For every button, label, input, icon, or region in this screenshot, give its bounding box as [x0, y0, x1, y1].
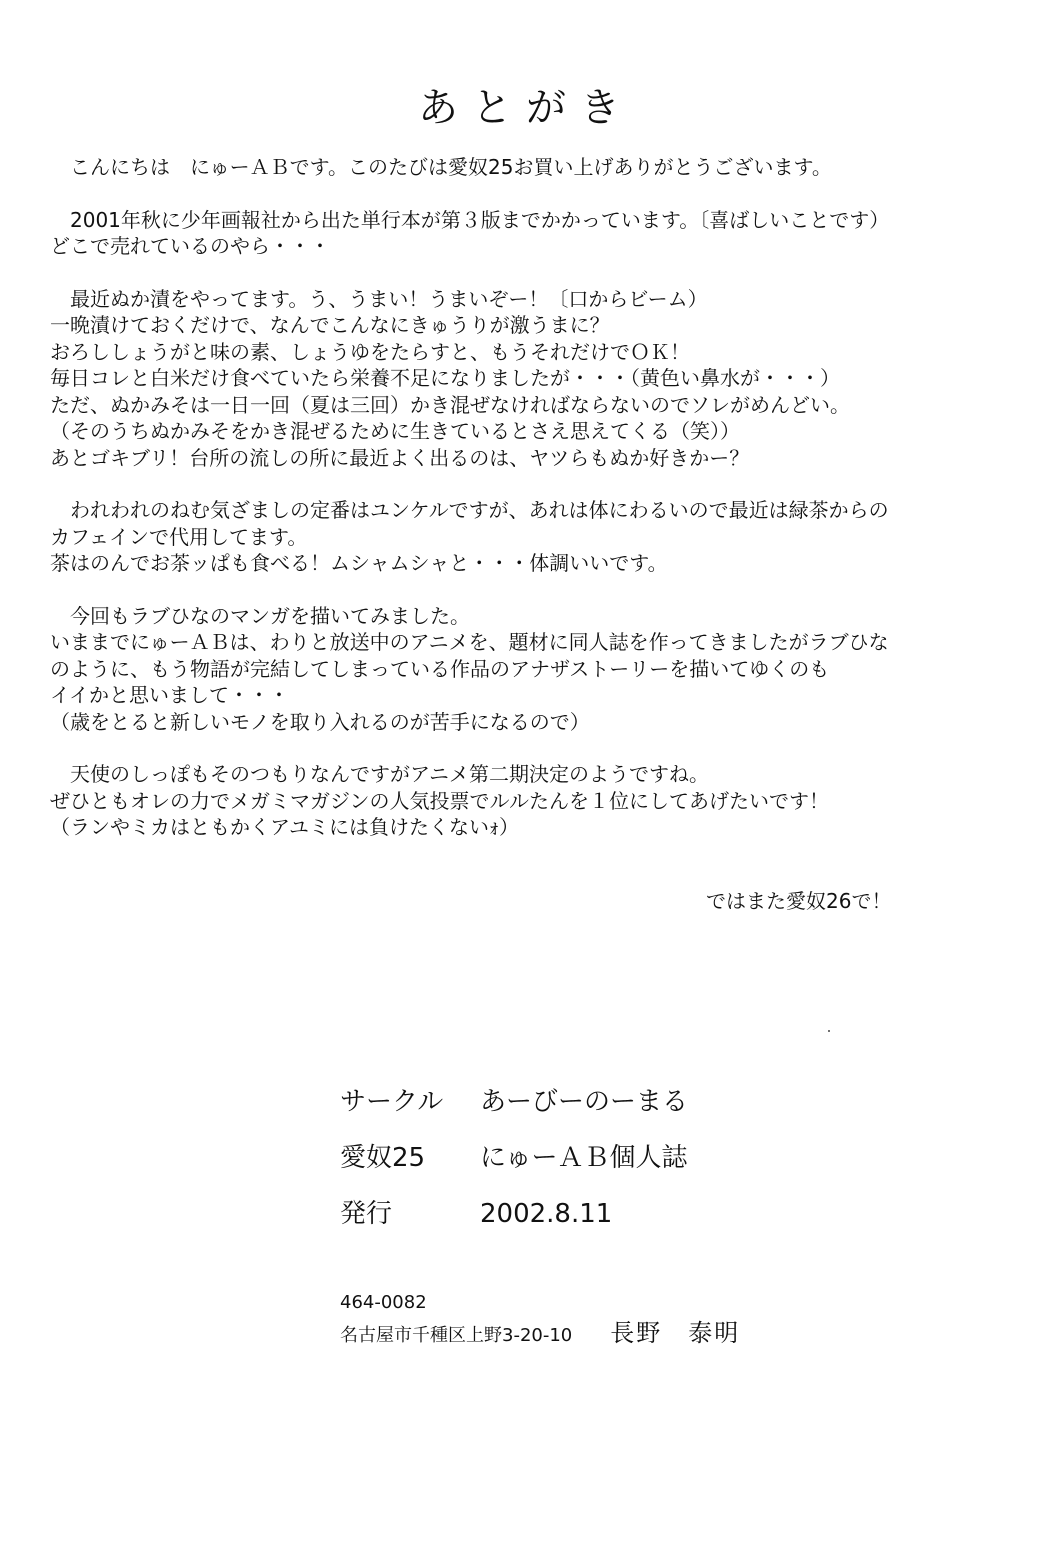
text-line: 天使のしっぽもそのつもりなんですがアニメ第二期決定のようですね。 — [50, 762, 709, 786]
text-line: どこで売れているのやら・・・ — [50, 234, 330, 258]
text-line: イイかと思いまして・・・ — [50, 683, 289, 707]
text-line: 最近ぬか漬をやってます。う、うまい！うまいぞー！〔口からビーム） — [50, 286, 708, 311]
address-line — [340, 1318, 740, 1351]
text-line: （ランやミカはともかくアユミには負けたくないｫ） — [50, 815, 519, 839]
text-line: 茶はのんでお茶ッぱも食べる！ムシャムシャと・・・体調いいです。 — [50, 551, 668, 575]
text-line: おろししょうがと味の素、しょうゆをたらすと、もうそれだけでＯＫ！ — [50, 339, 690, 364]
paragraph — [50, 603, 1010, 736]
text-line: ただ、ぬかみそは一日一回（夏は三回）かき混ぜなければならないのでソレがめんどい。 — [50, 392, 850, 417]
text-line: 2001年秋に少年画報社から出た単行本が第３版までかかっています。〔喜ばしいことです） — [50, 207, 890, 232]
author-name: 長野 泰明 — [610, 1319, 741, 1347]
text-line: われわれのねむ気ざましの定番はユンケルですが、あれは体にわるいので最近は緑茶からの — [50, 498, 889, 522]
closing-line: ではまた愛奴26で！ — [706, 889, 892, 913]
text-line: 今回もラブひなのマンガを描いてみました。 — [50, 603, 470, 628]
street-address: 名古屋市千種区上野3-20-10 — [340, 1325, 573, 1346]
paragraph — [50, 497, 1010, 577]
postal-code: 464-0082 — [340, 1292, 427, 1313]
circle-label: サークル — [340, 1087, 444, 1117]
page-title: あとがき — [418, 85, 634, 131]
text-line: 毎日コレと白米だけ食べていたら栄養不足になりましたが・・・（黄色い鼻水が・・・） — [50, 366, 840, 390]
circle-value: あーびーのーまる — [480, 1087, 689, 1117]
afterword-body — [50, 154, 1010, 867]
paragraph — [50, 286, 1010, 472]
paragraph — [50, 154, 1010, 181]
issue-value: にゅーＡＢ個人誌 — [480, 1143, 688, 1173]
issue-label: 愛奴25 — [340, 1143, 426, 1173]
text-line: （そのうちぬかみそをかき混ぜるために生きているとさえ思えてくる（笑）） — [50, 419, 740, 443]
address-block — [340, 1288, 740, 1351]
scan-speck — [828, 1030, 830, 1032]
published-label: 発行 — [340, 1199, 393, 1229]
text-line: あとゴキブリ！台所の流しの所に最近よく出るのは、ヤツらもぬか好きかー？ — [50, 445, 750, 470]
text-line: カフェインで代用してます。 — [50, 524, 308, 549]
text-line: いままでにゅーＡＢは、わりと放送中のアニメを、題材に同人誌を作ってきましたがラブひな — [50, 630, 889, 654]
text-line: （歳をとると新しいモノを取り入れるのが苦手になるので） — [50, 709, 590, 734]
text-line: 一晩漬けておくだけで、なんでこんなにきゅうりが激うまに？ — [50, 313, 610, 337]
published-value: 2002.8.11 — [480, 1199, 613, 1229]
text-line: ぜひともオレの力でメガミマガジンの人気投票でルルたんを１位にしてあげたいです！ — [50, 788, 829, 813]
text-line: こんにちは にゅーＡＢです。このたびは愛奴25お買い上げありがとうございます。 — [50, 155, 832, 179]
paragraph — [50, 761, 1010, 841]
paragraph — [50, 207, 1010, 260]
text-line: のように、もう物語が完結してしまっている作品のアナザストーリーを描いてゆくのも — [50, 656, 830, 681]
